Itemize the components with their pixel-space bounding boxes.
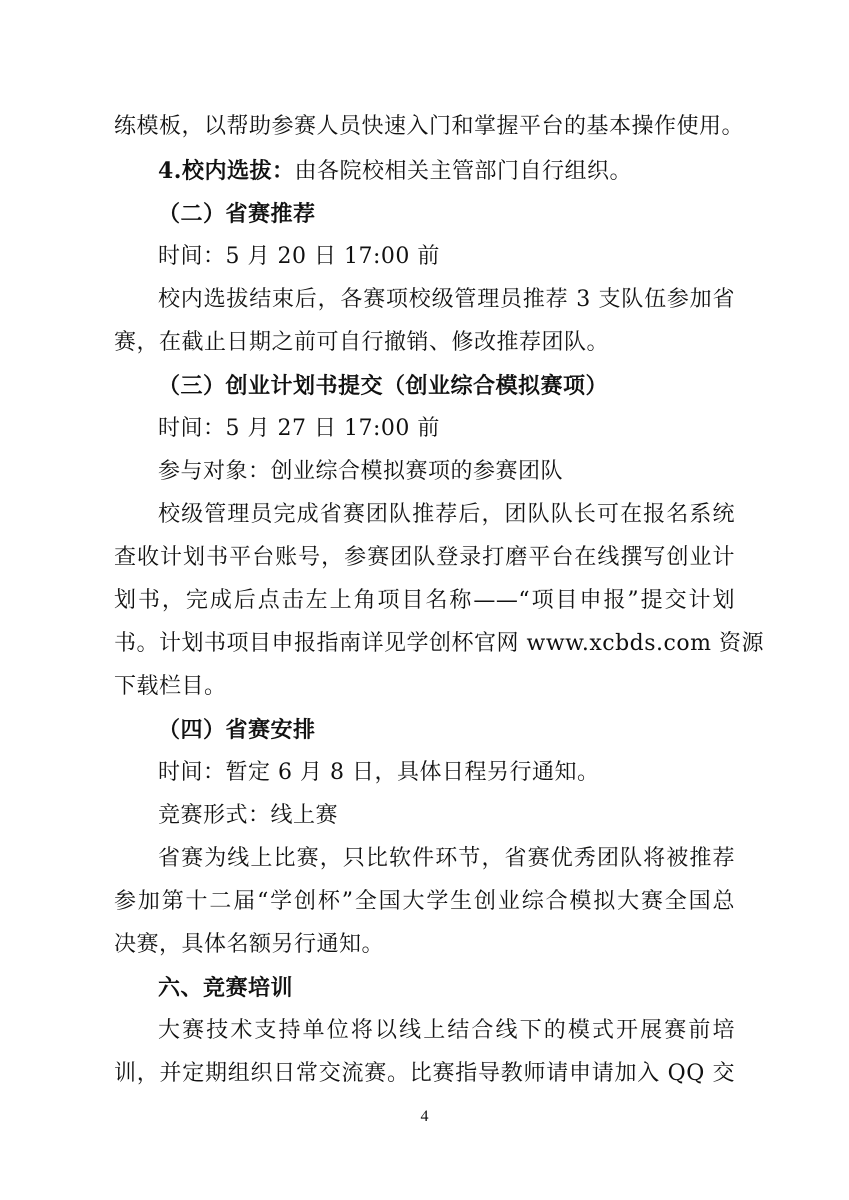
paragraph-line: 决赛，具体名额另行通知。 bbox=[114, 932, 385, 957]
paragraph-line: 划书，完成后点击左上角项目名称——“项目申报”提交计划 bbox=[114, 588, 735, 613]
paragraph-line bbox=[158, 155, 632, 188]
section-heading: （四）省赛安排 bbox=[158, 717, 316, 743]
section-heading: （二）省赛推荐 bbox=[158, 201, 316, 227]
paragraph-line: 书。计划书项目申报指南详见学创杯官网 www.xcbds.com 资源 bbox=[114, 631, 764, 656]
paragraph-line: 赛，在截止日期之前可自行撤销、修改推荐团队。 bbox=[114, 330, 610, 355]
paragraph-line: 校级管理员完成省赛团队推荐后，团队队长可在报名系统 bbox=[158, 502, 735, 527]
paragraph-line: 查收计划书平台账号，参赛团队登录打磨平台在线撰写创业计 bbox=[114, 545, 735, 570]
paragraph-line: 练模板，以帮助参赛人员快速入门和掌握平台的基本操作使用。 bbox=[114, 114, 745, 139]
paragraph-line: 校内选拔结束后，各赛项校级管理员推荐 3 支队伍参加省 bbox=[158, 287, 735, 312]
paragraph-line: 时间：5 月 27 日 17:00 前 bbox=[158, 416, 440, 441]
paragraph-line: 参与对象：创业综合模拟赛项的参赛团队 bbox=[158, 459, 564, 484]
paragraph-line: 训，并定期组织日常交流赛。比赛指导教师请申请加入 QQ 交 bbox=[114, 1061, 735, 1086]
item-label: 4.校内选拔： bbox=[158, 158, 295, 184]
paragraph-line: 省赛为线上比赛，只比软件环节，省赛优秀团队将被推荐 bbox=[158, 846, 735, 871]
paragraph-line: 下载栏目。 bbox=[114, 674, 227, 699]
paragraph-line: 大赛技术支持单位将以线上结合线下的模式开展赛前培 bbox=[158, 1018, 735, 1043]
section-heading: （三）创业计划书提交（创业综合模拟赛项） bbox=[158, 373, 609, 399]
item-text: 由各院校相关主管部门自行组织。 bbox=[294, 159, 632, 184]
page-number: 4 bbox=[420, 1108, 429, 1125]
paragraph-line: 时间：5 月 20 日 17:00 前 bbox=[158, 244, 440, 269]
paragraph-line: 时间：暂定 6 月 8 日，具体日程另行通知。 bbox=[158, 760, 600, 785]
section-heading: 六、竞赛培训 bbox=[158, 975, 294, 1001]
paragraph-line: 参加第十二届“学创杯”全国大学生创业综合模拟大赛全国总 bbox=[114, 889, 735, 914]
paragraph-line: 竞赛形式：线上赛 bbox=[158, 803, 339, 828]
